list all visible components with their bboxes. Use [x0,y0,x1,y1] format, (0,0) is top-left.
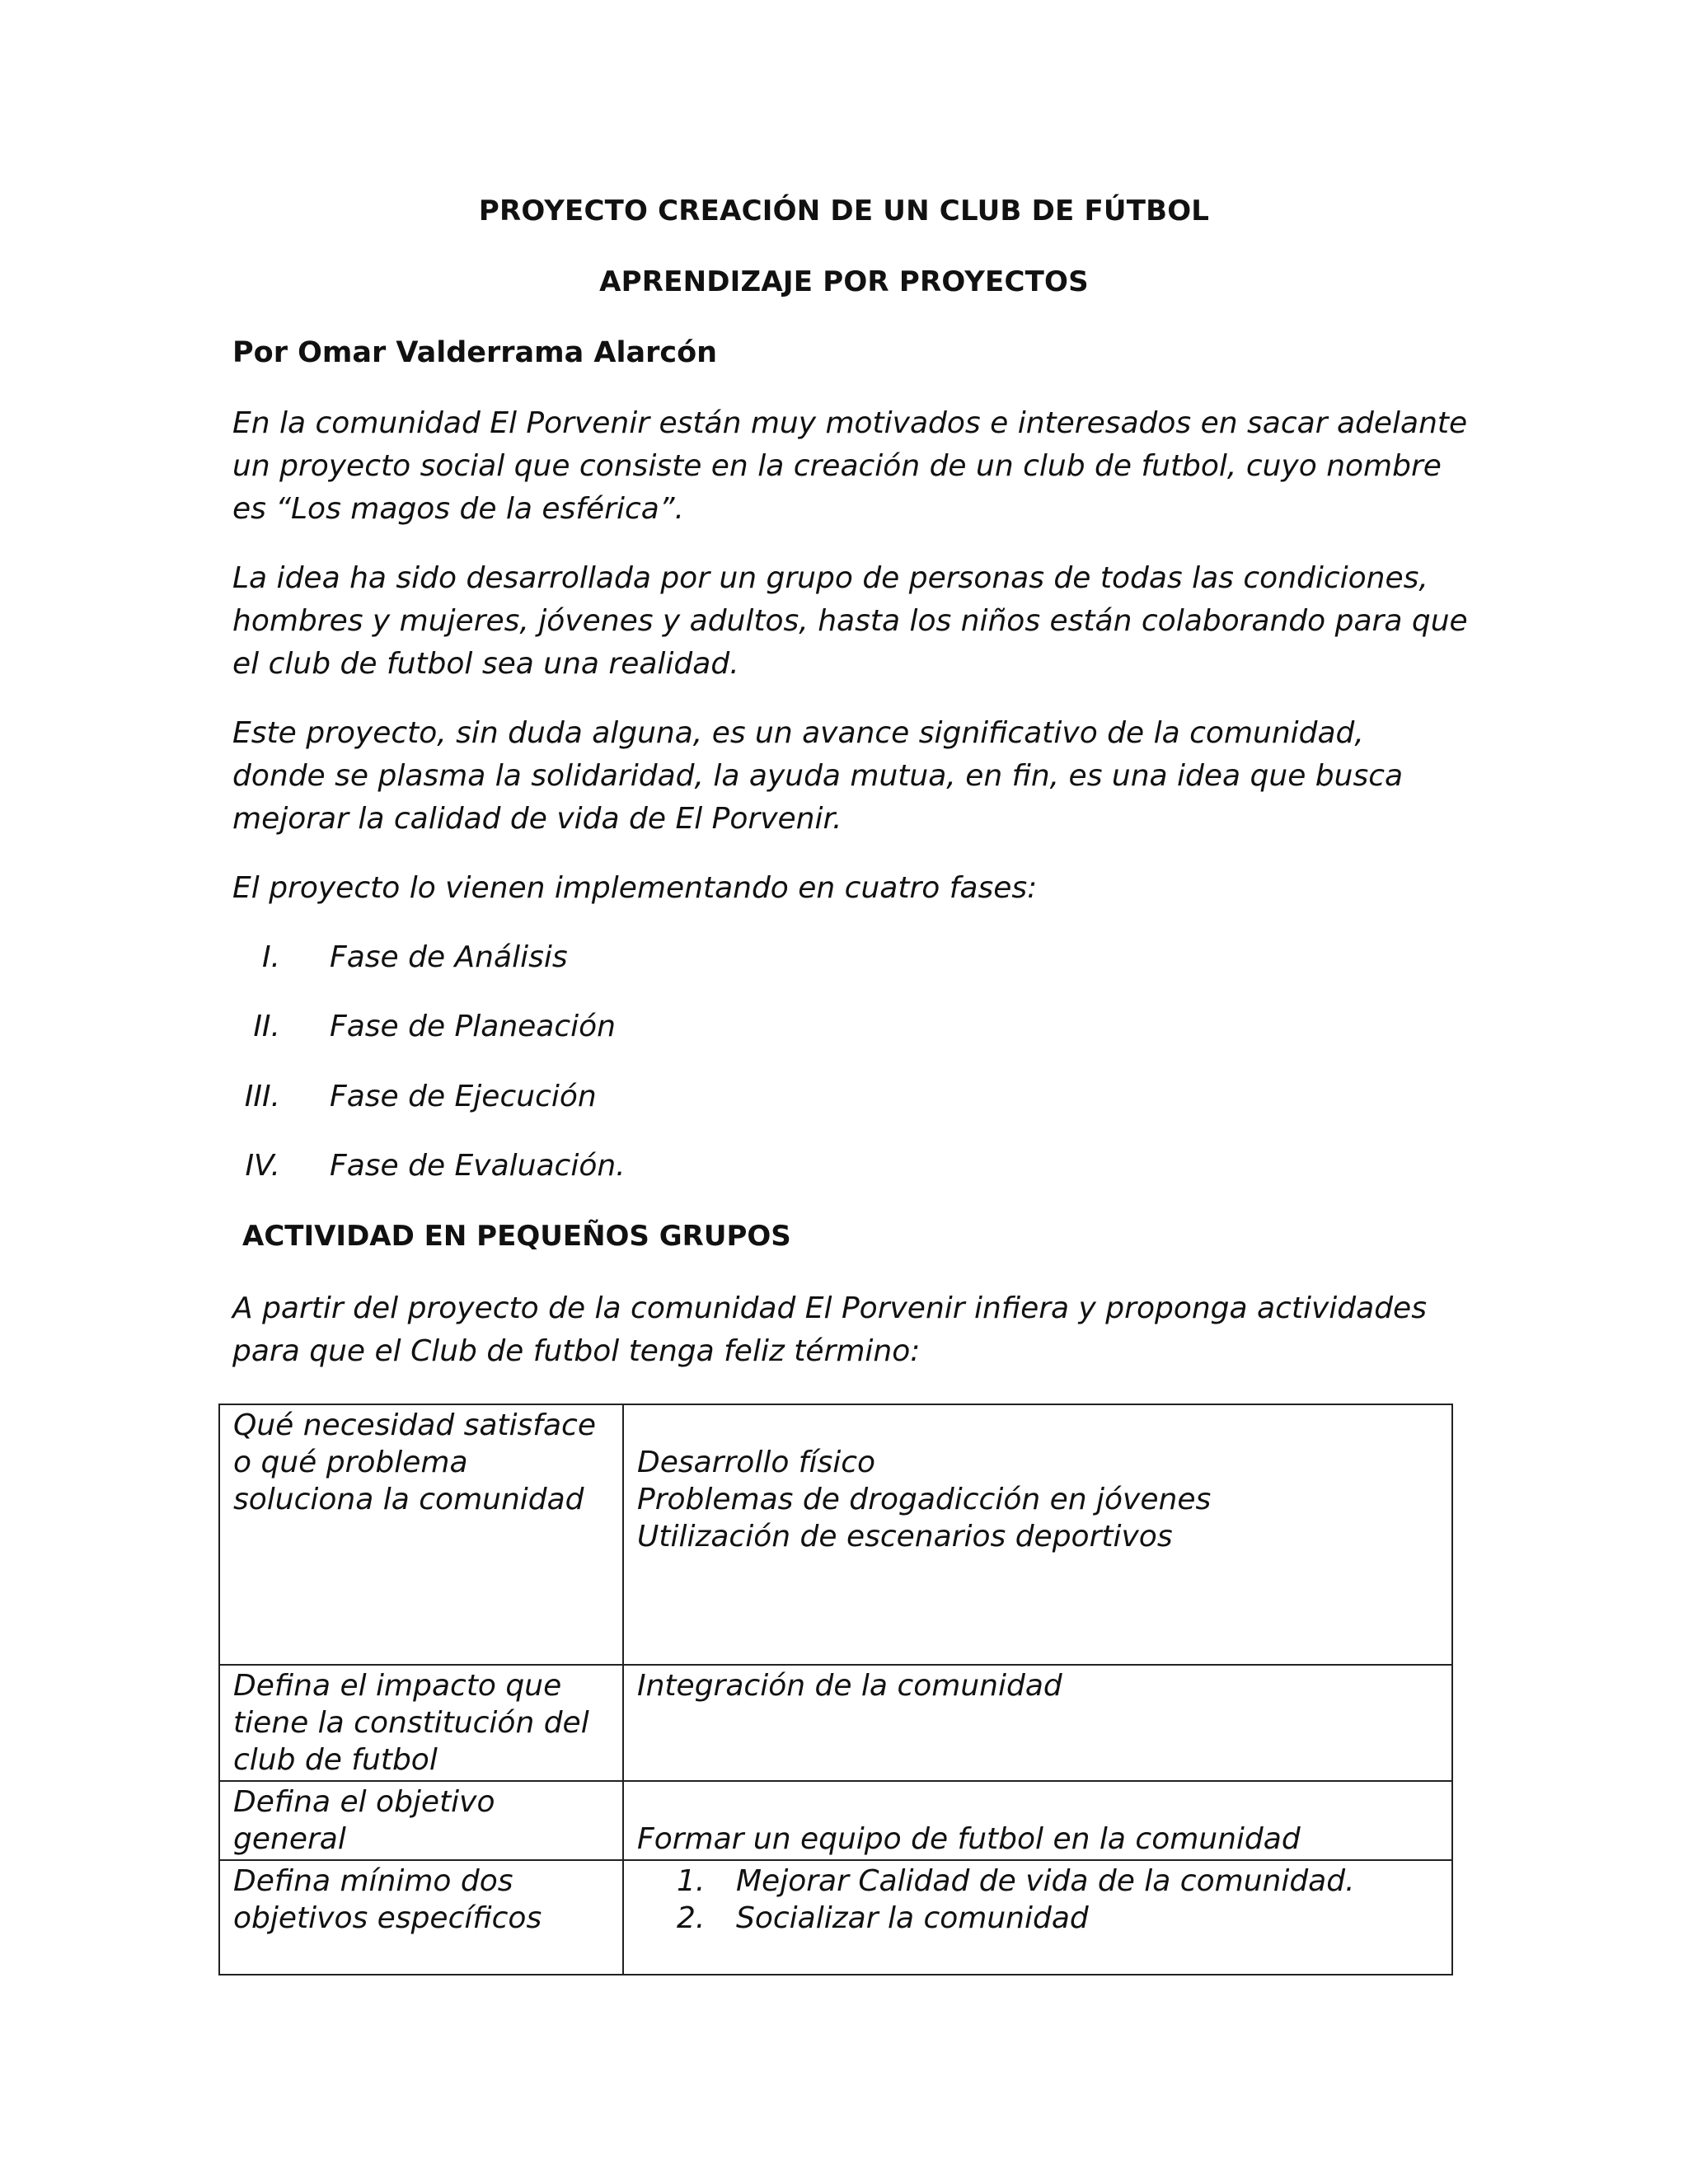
phase-label: Fase de Ejecución [330,1080,597,1113]
cell-line [637,1407,1438,1444]
cell-line: o qué problema [233,1446,468,1479]
paragraph-line: el club de futbol sea una realidad. [232,647,739,681]
document-subtitle: APRENDIZAJE POR PROYECTOS [599,265,1089,298]
paragraph-line: para que el Club de futbol tenga feliz término: [232,1334,921,1368]
question-cell [219,1860,623,1975]
question-cell [219,1781,623,1860]
phase-label: Fase de Planeación [330,1010,616,1043]
table-row [219,1665,1452,1781]
answer-cell [623,1665,1452,1781]
paragraph-advance [232,712,1469,841]
answer-cell [623,1860,1452,1975]
paragraph-line: donde se plasma la solidaridad, la ayuda mutua, en fin, es una idea que busca [232,759,1404,793]
cell-line: Desarrollo físico [637,1446,876,1479]
paragraph-line: El proyecto lo vienen implementando en cuatro fases: [232,871,1038,905]
cell-line: Integración de la comunidad [637,1669,1062,1703]
question-cell [219,1404,623,1665]
paragraph-line: En la comunidad El Porvenir están muy motivados e interesados en sacar adelante [232,406,1468,440]
list-number: 2. [677,1901,706,1935]
cell-line: Utilización de escenarios deportivos [637,1520,1173,1554]
cell-line: objetivos específicos [233,1901,542,1935]
phase-number: III. [244,1080,280,1113]
author-line: Por Omar Valderrama Alarcón [232,336,718,369]
cell-line: Qué necesidad satisface [233,1408,596,1442]
paragraph-line: A partir del proyecto de la comunidad El Porvenir infiera y proponga actividades [232,1291,1427,1325]
phase-number: IV. [245,1149,280,1183]
table-row [219,1860,1452,1975]
paragraph-idea [232,557,1469,686]
paragraph-line: Este proyecto, sin duda alguna, es un avance significativo de la comunidad, [232,716,1364,750]
activity-instructions [232,1287,1469,1373]
list-number: 1. [677,1864,706,1898]
objectives-list [637,1863,1438,1937]
cell-line: Formar un equipo de futbol en la comunidad [637,1822,1301,1856]
answer-cell [623,1404,1452,1665]
activity-table [218,1404,1453,1975]
paragraph-line: hombres y mujeres, jóvenes y adultos, hasta los niños están colaborando para que [232,604,1468,638]
cell-line: general [233,1822,346,1856]
cell-line: club de futbol [233,1743,438,1777]
activity-heading: ACTIVIDAD EN PEQUEÑOS GRUPOS [242,1220,791,1253]
cell-line: Defina mínimo dos [233,1864,513,1898]
list-text: Socializar la comunidad [736,1901,1089,1935]
list-item [637,1863,1438,1900]
cell-line: Defina el impacto que [233,1669,562,1703]
document-title: PROYECTO CREACIÓN DE UN CLUB DE FÚTBOL [478,194,1210,227]
paragraph-line: mejorar la calidad de vida de El Porvenir. [232,802,842,836]
phase-number: II. [253,1010,280,1043]
question-cell [219,1665,623,1781]
paragraph-intro [232,402,1469,531]
answer-cell [623,1781,1452,1860]
cell-line [637,1783,1438,1821]
table-row [219,1781,1452,1860]
paragraph-line: La idea ha sido desarrollada por un grupo de personas de todas las condiciones, [232,561,1428,595]
phase-number: I. [261,940,280,974]
cell-line: soluciona la comunidad [233,1483,584,1516]
paragraph-line: es “Los magos de la esférica”. [232,492,684,526]
paragraph-phases-intro [232,867,1469,910]
table-row [219,1404,1452,1665]
paragraph-line: un proyecto social que consiste en la creación de un club de futbol, cuyo nombre [232,449,1442,483]
cell-line: tiene la constitución del [233,1706,589,1740]
cell-line: Problemas de drogadicción en jóvenes [637,1483,1212,1516]
phase-label: Fase de Análisis [330,940,568,974]
phase-label: Fase de Evaluación. [330,1149,626,1183]
list-item [637,1900,1438,1937]
cell-line: Defina el objetivo [233,1785,495,1819]
list-text: Mejorar Calidad de vida de la comunidad. [736,1864,1355,1898]
